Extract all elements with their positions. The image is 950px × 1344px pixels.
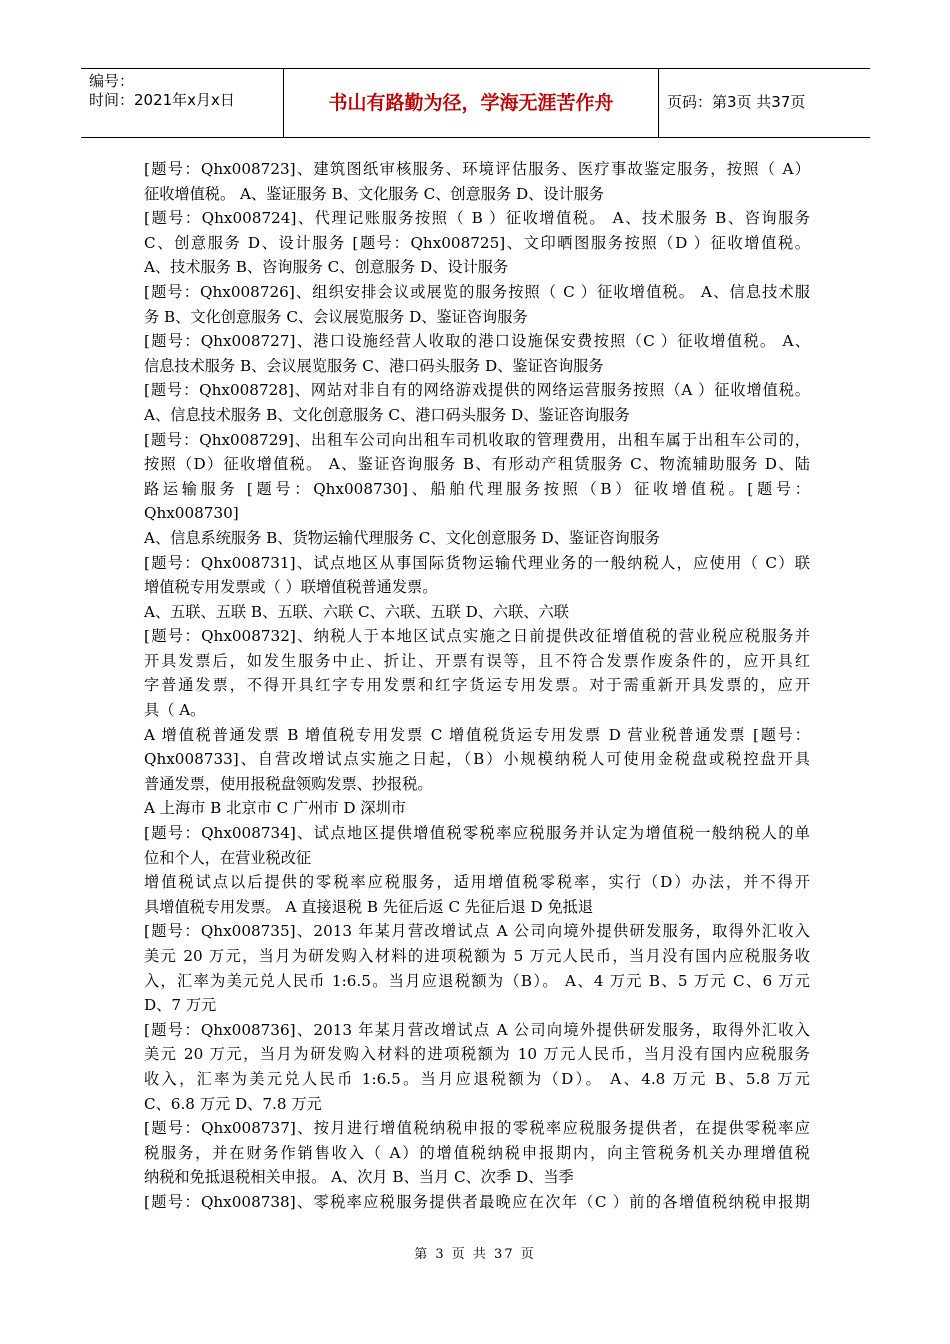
page-info: 页码：第3页 共37页 — [667, 93, 806, 111]
text-line: [题号：Qhx008736]、2013 年某月营改增试点 A 公司向境外提供研发服务，取得外汇收入 — [144, 1020, 810, 1039]
text-line: 按照（D）征收增值税。 A、鉴证咨询服务 B、有形动产租赁服务 C、物流辅助服务 D、陆 — [144, 455, 810, 474]
text-line: [题号：Qhx008723]、建筑图纸审核服务、环境评估服务、医疗事故鉴定服务，按照（ A） — [144, 160, 810, 178]
text-line: 纳税和免抵退税相关申报。 A、次月 B、当月 C、次季 D、当季 — [144, 1168, 574, 1187]
text-line: [题号：Qhx008738]、零税率应税服务提供者最晚应在次年（C ）前的各增值税纳税申报期 — [144, 1192, 810, 1211]
text-line: [题号：Qhx008732]、纳税人于本地区试点实施之日前提供改征增值税的营业税应税服务并 — [144, 627, 810, 646]
text-line: C、创意服务 D、设计服务 [题号：Qhx008725]、文印晒图服务按照（D ）征收增值税。 — [144, 233, 810, 252]
text-line: A 增值税普通发票 B 增值税专用发票 C 增值税货运专用发票 D 营业税普通发票 [题号： — [144, 725, 810, 744]
text-line: 路运输服务 [题号：Qhx008730]、船舶代理服务按照（B）征收增值税。[题号： — [144, 479, 810, 498]
text-line: 税服务，并在财务作销售收入（ A）的增值税纳税申报期内，向主管税务机关办理增值税 — [144, 1143, 810, 1162]
text-line: 美元 20 万元，当月为研发购入材料的进项税额为 5 万元人民币，当月没有国内应税服务收 — [144, 947, 810, 965]
page-header — [81, 68, 870, 138]
header-meta-cell — [81, 69, 284, 137]
text-line: 开具发票后，如发生服务中止、折让、开票有误等，且不符合发票作废条件的，应开具红 — [144, 651, 810, 670]
text-line: [题号：Qhx008737]、按月进行增值税纳税申报的零税率应税服务提供者，在提供零税率应 — [144, 1119, 810, 1138]
text-line: [题号：Qhx008727]、港口设施经营人收取的港口设施保安费按照（C ）征收增值税。 A、 — [144, 332, 810, 351]
header-page-cell — [659, 69, 870, 137]
motto: 书山有路勤为径，学海无涯苦作舟 — [328, 92, 614, 114]
text-line: 收入，汇率为美元兑人民币 1:6.5。当月应退税额为（D）。 A、4.8 万元 B、5.8 万元 — [144, 1069, 810, 1088]
text-line: Qhx008733]、自营改增试点实施之日起，（B）小规模纳税人可使用金税盘或税控盘开具 — [144, 750, 810, 769]
text-line: 普通发票，使用报税盘领购发票、抄报税。 — [144, 774, 433, 793]
text-line: Qhx008730] — [144, 504, 239, 523]
document-body — [144, 157, 810, 1215]
text-line: 字普通发票，不得开具红字专用发票和红字货运专用发票。对于需重新开具发票的，应开 — [144, 676, 810, 695]
text-line: 增值税试点以后提供的零税率应税服务，适用增值税零税率，实行（D）办法，并不得开 — [144, 873, 810, 892]
text-line: D、7 万元 — [144, 996, 217, 1015]
text-line: A、信息技术服务 B、文化创意服务 C、港口码头服务 D、鉴证咨询服务 — [144, 405, 630, 424]
text-line: A、技术服务 B、咨询服务 C、创意服务 D、设计服务 — [144, 258, 509, 277]
text-line: 位和个人，在营业税改征 — [144, 848, 312, 867]
text-line: 入，汇率为美元兑人民币 1:6.5。当月应退税额为（B）。 A、4 万元 B、5 万元 C、6 万元 — [144, 971, 810, 990]
text-line: C、6.8 万元 D、7.8 万元 — [144, 1094, 322, 1113]
header-motto-cell — [284, 69, 659, 137]
number-label: 编号： — [89, 72, 135, 90]
text-line: 务 B、文化创意服务 C、会议展览服务 D、鉴证咨询服务 — [144, 307, 528, 326]
text-line: A、五联、五联 B、五联、六联 C、六联、五联 D、六联、六联 — [144, 602, 569, 621]
text-line: 增值税专用发票或（ ）联增值税普通发票。 — [144, 578, 438, 597]
text-line: 征收增值税。 A、鉴证服务 B、文化服务 C、创意服务 D、设计服务 — [144, 184, 605, 203]
text-line: [题号：Qhx008728]、网站对非自有的网络游戏提供的网络运营服务按照（A ）征收增值税。 — [144, 381, 810, 400]
text-line: [题号：Qhx008729]、出租车公司向出租车司机收取的管理费用，出租车属于出租车公司的， — [144, 430, 810, 449]
time-label: 时间：2021年x月x日 — [89, 91, 235, 109]
text-line: 具（ A。 — [144, 701, 206, 720]
text-line: 具增值税专用发票。 A 直接退税 B 先征后返 C 先征后退 D 免抵退 — [144, 897, 594, 916]
text-line: [题号：Qhx008726]、组织安排会议或展览的服务按照（ C ）征收增值税。 A、信息技术服 — [144, 282, 810, 301]
text-line: A、信息系统服务 B、货物运输代理服务 C、文化创意服务 D、鉴证咨询服务 — [144, 528, 661, 547]
page-footer: 第 3 页 共 37 页 — [414, 1247, 536, 1262]
text-line: [题号：Qhx008731]、试点地区从事国际货物运输代理业务的一般纳税人，应使用（ C）联 — [144, 553, 810, 572]
text-line: A 上海市 B 北京市 C 广州市 D 深圳市 — [144, 799, 406, 818]
text-line: [题号：Qhx008734]、试点地区提供增值税零税率应税服务并认定为增值税一般纳税人的单 — [144, 824, 810, 843]
text-line: [题号：Qhx008724]、代理记账服务按照（ B ）征收增值税。 A、技术服务 B、咨询服务 — [144, 209, 810, 228]
text-line: 美元 20 万元，当月为研发购入材料的进项税额为 10 万元人民币，当月没有国内应税服务 — [144, 1045, 810, 1064]
text-line: [题号：Qhx008735]、2013 年某月营改增试点 A 公司向境外提供研发服务，取得外汇收入 — [144, 922, 810, 941]
text-line: 信息技术服务 B、会议展览服务 C、港口码头服务 D、鉴证咨询服务 — [144, 356, 604, 375]
